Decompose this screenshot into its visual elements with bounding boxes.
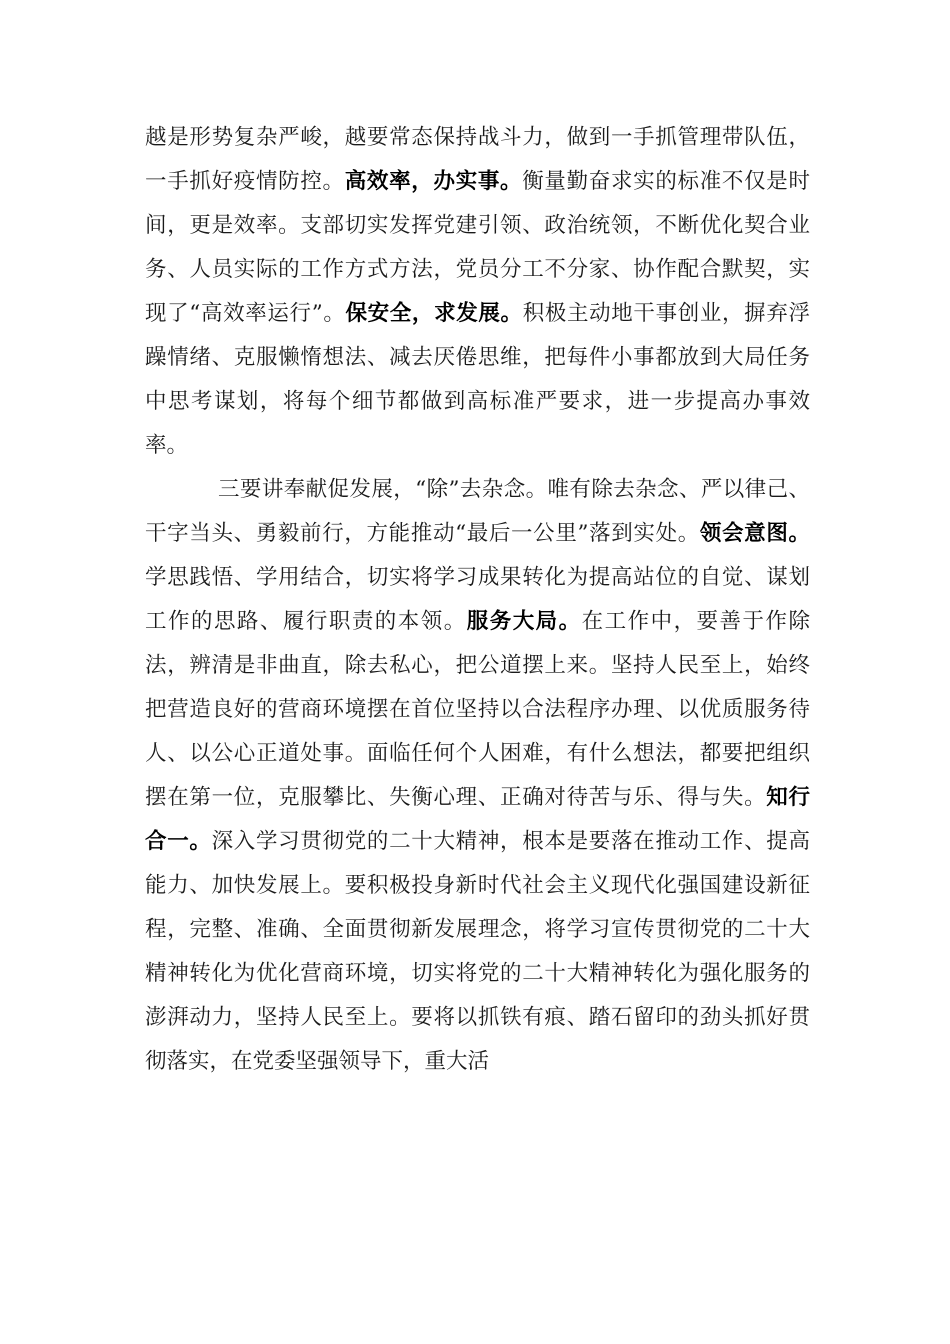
bold-heading-unity-knowledge-action: 知行合一。 — [145, 785, 810, 854]
document-body — [145, 116, 810, 1084]
bold-heading-efficiency: 高效率，办实事。 — [344, 169, 523, 194]
text-segment: 深入学习贯彻党的二十大精神，根本是要落在推动工作、提高能力、加快发展上。要积极投身新时代社会主义现代化强国建设新征程，完整、准确、全面贯彻新发展理念，将学习宣传贯彻党的二十大精神转化为优化营商环境，切实将党的二十大精神转化为强化服务的澎湃动力，坚持人民至上。要将以抓铁有痕、踏石留印的劲头抓好贯彻落实，在党委坚强领导下，重大活 — [145, 829, 810, 1074]
paragraph-2 — [145, 468, 810, 1084]
text-segment: 在工作中，要善于作除法，辨清是非曲直，除去私心，把公道摆上来。坚持人民至上，始终把营造良好的营商环境摆在首位坚持以合法程序办理、以优质服务待人、以公心正道处事。面临任何个人困难，有什么想法，都要把组织摆在第一位，克服攀比、失衡心理、正确对待苦与乐、得与失。 — [145, 609, 810, 810]
paragraph-1 — [145, 116, 810, 468]
bold-heading-safety: 保安全，求发展。 — [345, 301, 523, 326]
bold-heading-understand-intent: 领会意图。 — [699, 521, 810, 546]
text-segment: 衡量勤奋求实的标准不仅是时间，更是效率。支部切实发挥党建引领、政治统领，不断优化契合业务、人员实际的工作方式方法，党员分工不分家、协作配合默契，实现了“高效率运行”。 — [145, 169, 810, 326]
text-segment: 积极主动地干事创业，摒弃浮躁情绪、克服懒惰想法、减去厌倦思维，把每件小事都放到大局任务中思考谋划，将每个细节都做到高标准严要求，进一步提高办事效率。 — [145, 301, 810, 458]
text-segment: 越是形势复杂严峻，越要常态保持战斗力，做到一手抓管理带队伍，一手抓好疫情防控。 — [145, 125, 810, 194]
text-segment: 三要讲奉献促发展，“除”去杂念。唯有除去杂念、严以律己、干字当头、勇毅前行，方能推动“最后一公里”落到实处。 — [145, 477, 810, 546]
bold-heading-serve-overall: 服务大局。 — [466, 609, 582, 634]
text-segment: 学思践悟、学用结合，切实将学习成果转化为提高站位的自觉、谋划工作的思路、履行职责的本领。 — [145, 565, 810, 634]
